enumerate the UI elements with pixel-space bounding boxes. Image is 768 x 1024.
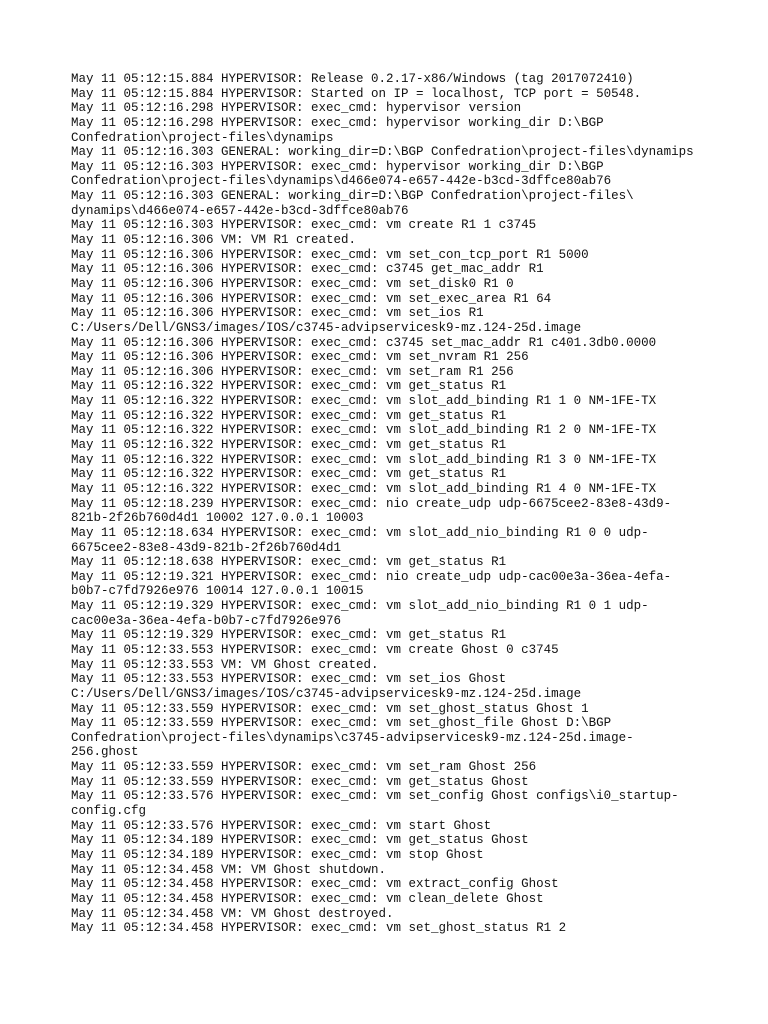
log-line: May 11 05:12:33.553 HYPERVISOR: exec_cmd: vm set_ios Ghost [71,672,507,687]
log-line: May 11 05:12:33.559 HYPERVISOR: exec_cmd: vm get_status Ghost [71,774,529,789]
log-line: 821b-2f26b760d4d1 10002 127.0.0.1 10003 [71,511,364,526]
log-line: May 11 05:12:34.458 VM: VM Ghost shutdown. [71,862,387,877]
log-line: May 11 05:12:16.322 HYPERVISOR: exec_cmd: vm get_status R1 [71,408,507,423]
log-line: May 11 05:12:18.638 HYPERVISOR: exec_cmd: vm get_status R1 [71,555,507,570]
log-line: C:/Users/Dell/GNS3/images/IOS/c3745-advipservicesk9-mz.124-25d.image [71,686,582,701]
log-line: May 11 05:12:16.303 HYPERVISOR: exec_cmd: vm create R1 1 c3745 [71,218,537,233]
log-line: Confedration\project-files\dynamips [71,130,334,145]
log-line: May 11 05:12:16.303 HYPERVISOR: exec_cmd: hypervisor working_dir D:\BGP [71,159,604,174]
log-line: cac00e3a-36ea-4efa-b0b7-c7fd7926e976 [71,613,342,628]
log-line: May 11 05:12:19.329 HYPERVISOR: exec_cmd: vm slot_add_nio_binding R1 0 1 udp- [71,599,649,614]
log-line: 256.ghost [71,745,139,760]
log-line: May 11 05:12:33.576 HYPERVISOR: exec_cmd: vm set_config Ghost configs\i0_startup- [71,789,679,804]
log-line: May 11 05:12:33.553 HYPERVISOR: exec_cmd: vm create Ghost 0 c3745 [71,642,559,657]
log-line: May 11 05:12:18.634 HYPERVISOR: exec_cmd: vm slot_add_nio_binding R1 0 0 udp- [71,525,649,540]
log-line: May 11 05:12:19.321 HYPERVISOR: exec_cmd: nio create_udp udp-cac00e3a-36ea-4efa- [71,569,672,584]
log-line: config.cfg [71,804,147,819]
log-text-block [71,72,761,936]
log-line: May 11 05:12:34.189 HYPERVISOR: exec_cmd: vm stop Ghost [71,847,484,862]
log-line: May 11 05:12:16.306 HYPERVISOR: exec_cmd: vm set_exec_area R1 64 [71,291,552,306]
log-line: May 11 05:12:33.553 VM: VM Ghost created. [71,657,379,672]
log-line: May 11 05:12:16.306 HYPERVISOR: exec_cmd: c3745 set_mac_addr R1 c401.3db0.0000 [71,335,657,350]
log-line: May 11 05:12:16.306 HYPERVISOR: exec_cmd: vm set_ram R1 256 [71,364,514,379]
log-line: May 11 05:12:16.306 HYPERVISOR: exec_cmd: vm set_nvram R1 256 [71,350,529,365]
log-line: May 11 05:12:16.322 HYPERVISOR: exec_cmd: vm slot_add_binding R1 4 0 NM-1FE-TX [71,481,657,496]
log-line: May 11 05:12:16.322 HYPERVISOR: exec_cmd: vm get_status R1 [71,467,507,482]
log-line: May 11 05:12:16.298 HYPERVISOR: exec_cmd: hypervisor working_dir D:\BGP [71,115,604,130]
log-line: May 11 05:12:15.884 HYPERVISOR: Release 0.2.17-x86/Windows (tag 2017072410) [71,72,634,86]
log-line: May 11 05:12:34.458 HYPERVISOR: exec_cmd: vm set_ghost_status R1 2 [71,921,567,936]
log-line: May 11 05:12:34.189 HYPERVISOR: exec_cmd: vm get_status Ghost [71,833,529,848]
log-line: C:/Users/Dell/GNS3/images/IOS/c3745-advipservicesk9-mz.124-25d.image [71,320,582,335]
log-line: May 11 05:12:15.884 HYPERVISOR: Started on IP = localhost, TCP port = 50548. [71,86,642,101]
log-line: Confedration\project-files\dynamips\d466e074-e657-442e-b3cd-3dffce80ab76 [71,174,612,189]
log-line: May 11 05:12:16.306 HYPERVISOR: exec_cmd: vm set_ios R1 [71,306,484,321]
log-line: May 11 05:12:33.559 HYPERVISOR: exec_cmd: vm set_ram Ghost 256 [71,760,537,775]
log-line: May 11 05:12:16.322 HYPERVISOR: exec_cmd: vm get_status R1 [71,379,507,394]
log-line: May 11 05:12:16.306 VM: VM R1 created. [71,233,357,248]
log-line: May 11 05:12:16.322 HYPERVISOR: exec_cmd: vm slot_add_binding R1 1 0 NM-1FE-TX [71,394,657,409]
log-line: May 11 05:12:16.303 GENERAL: working_dir=D:\BGP Confedration\project-files\dynamips [71,145,694,160]
log-line: May 11 05:12:19.329 HYPERVISOR: exec_cmd: vm get_status R1 [71,628,507,643]
log-line: May 11 05:12:16.322 HYPERVISOR: exec_cmd: vm get_status R1 [71,438,507,453]
log-line: b0b7-c7fd7926e976 10014 127.0.0.1 10015 [71,584,364,599]
log-line: May 11 05:12:16.322 HYPERVISOR: exec_cmd: vm slot_add_binding R1 2 0 NM-1FE-TX [71,423,657,438]
log-line: Confedration\project-files\dynamips\c3745-advipservicesk9-mz.124-25d.image- [71,730,634,745]
log-line: May 11 05:12:16.306 HYPERVISOR: exec_cmd: vm set_disk0 R1 0 [71,276,514,291]
log-line: May 11 05:12:34.458 HYPERVISOR: exec_cmd: vm extract_config Ghost [71,877,559,892]
log-line: May 11 05:12:16.306 HYPERVISOR: exec_cmd: vm set_con_tcp_port R1 5000 [71,247,589,262]
log-line: May 11 05:12:34.458 HYPERVISOR: exec_cmd: vm clean_delete Ghost [71,891,544,906]
log-line: May 11 05:12:16.322 HYPERVISOR: exec_cmd: vm slot_add_binding R1 3 0 NM-1FE-TX [71,452,657,467]
log-line: May 11 05:12:16.306 HYPERVISOR: exec_cmd: c3745 get_mac_addr R1 [71,262,544,277]
log-line: May 11 05:12:18.239 HYPERVISOR: exec_cmd: nio create_udp udp-6675cee2-83e8-43d9- [71,496,672,511]
log-line: May 11 05:12:34.458 VM: VM Ghost destroyed. [71,906,394,921]
log-line: 6675cee2-83e8-43d9-821b-2f26b760d4d1 [71,540,342,555]
log-line: May 11 05:12:16.303 GENERAL: working_dir=D:\BGP Confedration\project-files\ [71,189,634,204]
log-line: May 11 05:12:33.576 HYPERVISOR: exec_cmd: vm start Ghost [71,818,492,833]
log-line: May 11 05:12:16.298 HYPERVISOR: exec_cmd: hypervisor version [71,101,522,116]
log-line: dynamips\d466e074-e657-442e-b3cd-3dffce80ab76 [71,203,409,218]
log-line: May 11 05:12:33.559 HYPERVISOR: exec_cmd: vm set_ghost_status Ghost 1 [71,701,589,716]
log-line: May 11 05:12:33.559 HYPERVISOR: exec_cmd: vm set_ghost_file Ghost D:\BGP [71,716,612,731]
